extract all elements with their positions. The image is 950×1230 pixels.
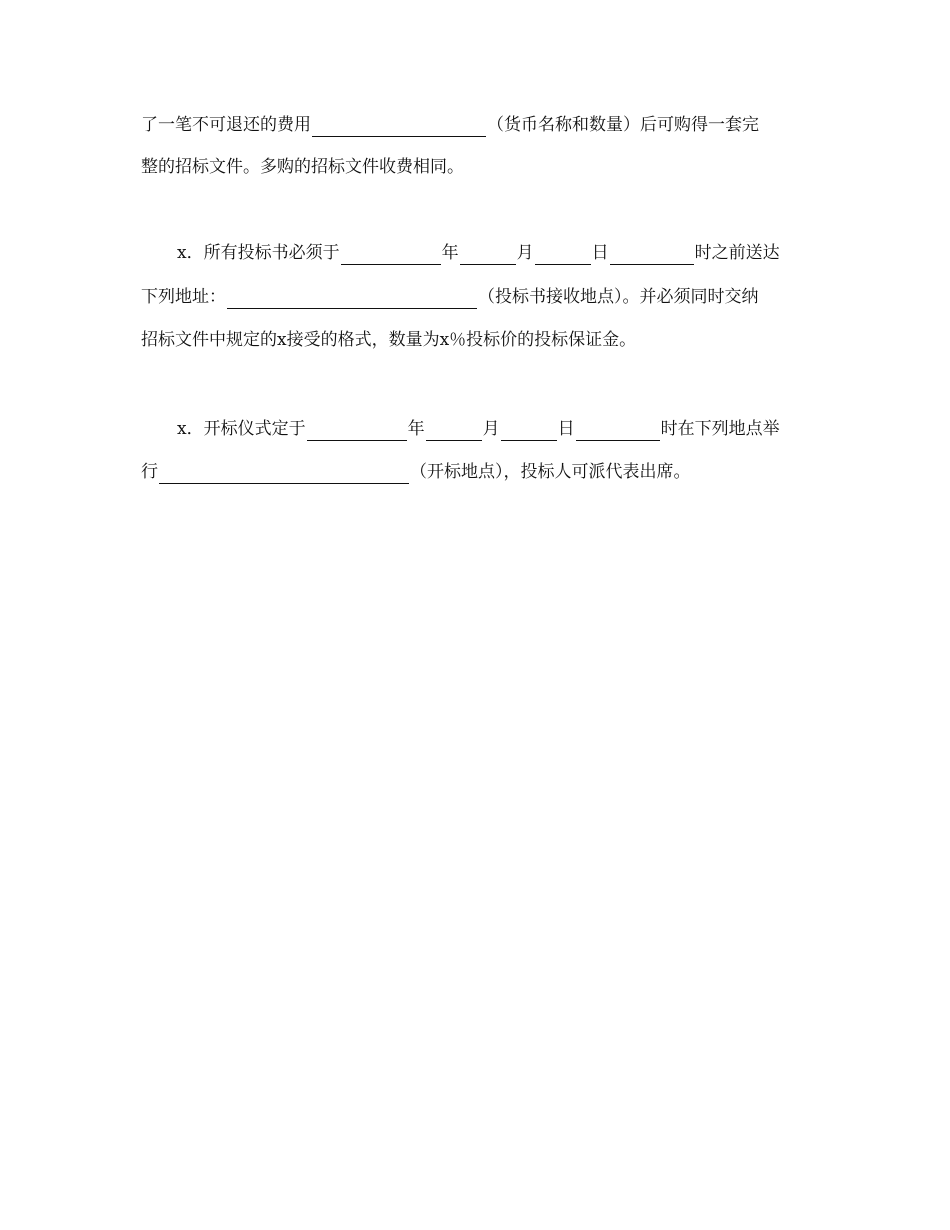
p2-line2 [141,285,811,309]
p3-text-location-note: （开标地点），投标人可派代表出席。 [410,462,691,482]
opening-location-blank[interactable] [159,465,409,484]
p2-text-deadline: x．所有投标书必须于 [177,243,340,263]
deadline-day-blank[interactable] [535,246,591,265]
p2-line1 [177,241,811,265]
p3-text-day: 日 [557,419,575,439]
p2-line3 [141,328,811,352]
opening-year-blank[interactable] [307,422,407,441]
p2-text-year: 年 [441,243,459,263]
opening-hour-blank[interactable] [576,422,660,441]
p2-text-day: 日 [591,243,609,263]
deadline-month-blank[interactable] [460,246,516,265]
p3-line2 [141,460,811,484]
opening-day-blank[interactable] [501,422,557,441]
p1-line1 [141,113,811,137]
p3-text-place: 时在下列地点举 [660,419,780,439]
bid-receipt-location-blank[interactable] [227,290,477,309]
p1-text-currency-note: （货币名称和数量）后可购得一套完 [487,115,759,135]
p2-text-bond: 招标文件中规定的x接受的格式，数量为x％投标价的投标保证金。 [141,330,637,350]
opening-month-blank[interactable] [426,422,482,441]
p3-text-month: 月 [482,419,500,439]
p2-text-deliver: 时之前送达 [694,243,780,263]
p1-text-fee: 了一笔不可退还的费用 [141,115,311,135]
p3-text-opening: x．开标仪式定于 [177,419,306,439]
deadline-year-blank[interactable] [341,246,441,265]
fee-amount-blank[interactable] [312,118,486,137]
p1-line2 [141,155,811,179]
deadline-hour-blank[interactable] [610,246,694,265]
p2-text-location-note: （投标书接收地点）。并必须同时交纳 [478,287,759,307]
p1-text-complete: 整的招标文件。多购的招标文件收费相同。 [141,157,464,177]
p2-text-address: 下列地址： [141,287,226,307]
p3-line1 [177,417,811,441]
p3-text-held: 行 [141,462,158,482]
p2-text-month: 月 [516,243,534,263]
p3-text-year: 年 [407,419,425,439]
